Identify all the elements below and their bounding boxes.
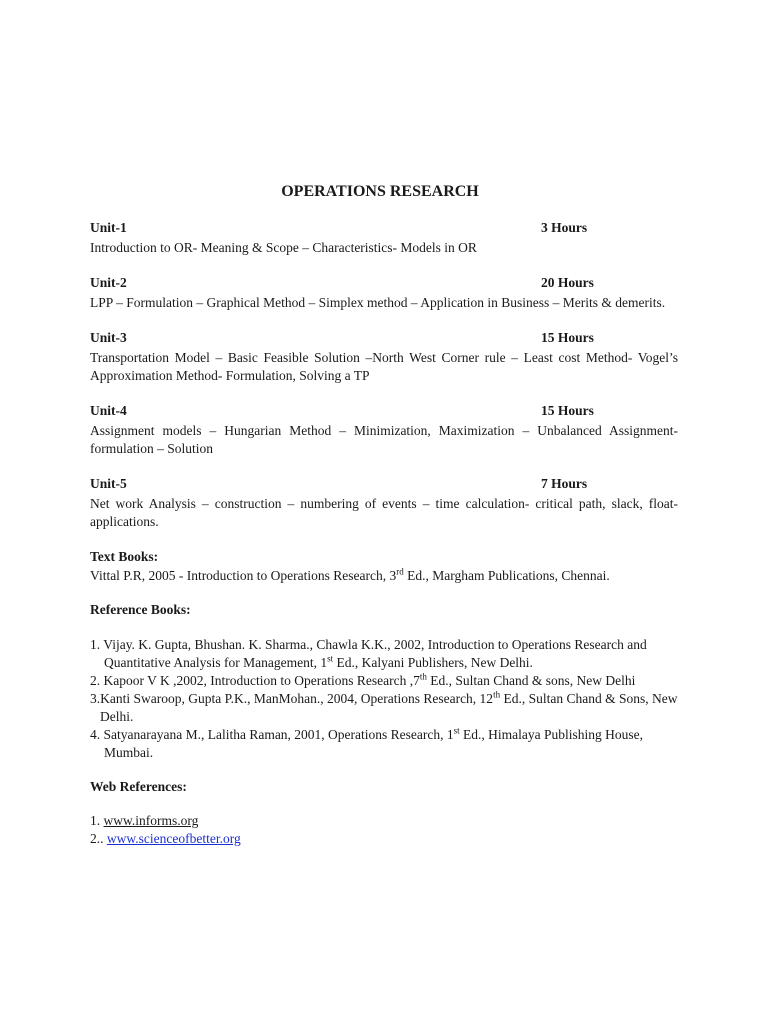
unit-name: Unit-3 [90,330,127,345]
unit-heading [90,219,678,237]
unit-hours: 15 Hours [541,330,594,345]
reference-item: 1. Vijay. K. Gupta, Bhushan. K. Sharma., Chawla K.K., 2002, Introduction to Operations Research and Quantitative Analysis for Management, 1st Ed., Kalyani Publishers, New Delhi. [90,637,647,670]
reference-item: 3.Kanti Swaroop, Gupta P.K., ManMohan., 2004, Operations Research, 12th Ed., Sultan Chand & Sons, New Delhi. [90,689,678,724]
web-references-heading: Web References: [90,779,187,794]
unit-5 [90,475,678,531]
text-books-heading: Text Books: [90,549,159,564]
unit-name: Unit-5 [90,476,127,491]
unit-description: Transportation Model – Basic Feasible Solution –North West Corner rule – Least cost Method- Vogel’s Approximation Method- Formulation, Solving a TP [90,350,678,383]
syllabus-content [90,219,678,848]
text-books-section [90,548,678,585]
unit-heading [90,475,678,493]
unit-hours: 20 Hours [541,275,594,290]
web-reference-item: 2.. www.scienceofbetter.org [90,831,241,846]
reference-item: 2. Kapoor V K ,2002, Introduction to Operations Research ,7th Ed., Sultan Chand & sons, New Delhi [90,671,636,688]
text-book-item: Vittal P.R, 2005 - Introduction to Operations Research, 3rd Ed., Margham Publications, Chennai. [90,566,610,583]
unit-2 [90,274,678,312]
page-title: OPERATIONS RESEARCH [281,183,479,200]
unit-3 [90,329,678,385]
unit-hours: 3 Hours [541,220,588,235]
unit-hours: 15 Hours [541,403,594,418]
unit-description: LPP – Formulation – Graphical Method – Simplex method – Application in Business – Merits & demerits. [90,295,666,310]
unit-name: Unit-4 [90,403,127,418]
unit-description: Assignment models – Hungarian Method – Minimization, Maximization – Unbalanced Assignment- formulation – Solution [90,423,678,456]
scienceofbetter-link[interactable]: www.scienceofbetter.org [106,831,241,846]
reference-books-heading: Reference Books: [90,602,191,617]
unit-hours: 7 Hours [541,476,588,491]
informs-link[interactable]: www.informs.org [103,813,199,828]
unit-4 [90,402,678,458]
reference-item: 4. Satyanarayana M., Lalitha Raman, 2001, Operations Research, 1st Ed., Himalaya Publishing House, Mumbai. [90,725,644,760]
unit-description: Introduction to OR- Meaning & Scope – Characteristics- Models in OR [90,240,477,255]
unit-name: Unit-2 [90,275,127,290]
reference-books-list [90,636,678,762]
unit-1 [90,219,678,257]
unit-heading [90,402,678,420]
unit-name: Unit-1 [90,220,127,235]
web-reference-item: 1. www.informs.org [90,813,199,828]
web-references-list [90,812,678,848]
unit-heading [90,274,678,292]
unit-heading [90,329,678,347]
unit-description: Net work Analysis – construction – numbering of events – time calculation- critical path, slack, float- applications. [90,496,678,529]
